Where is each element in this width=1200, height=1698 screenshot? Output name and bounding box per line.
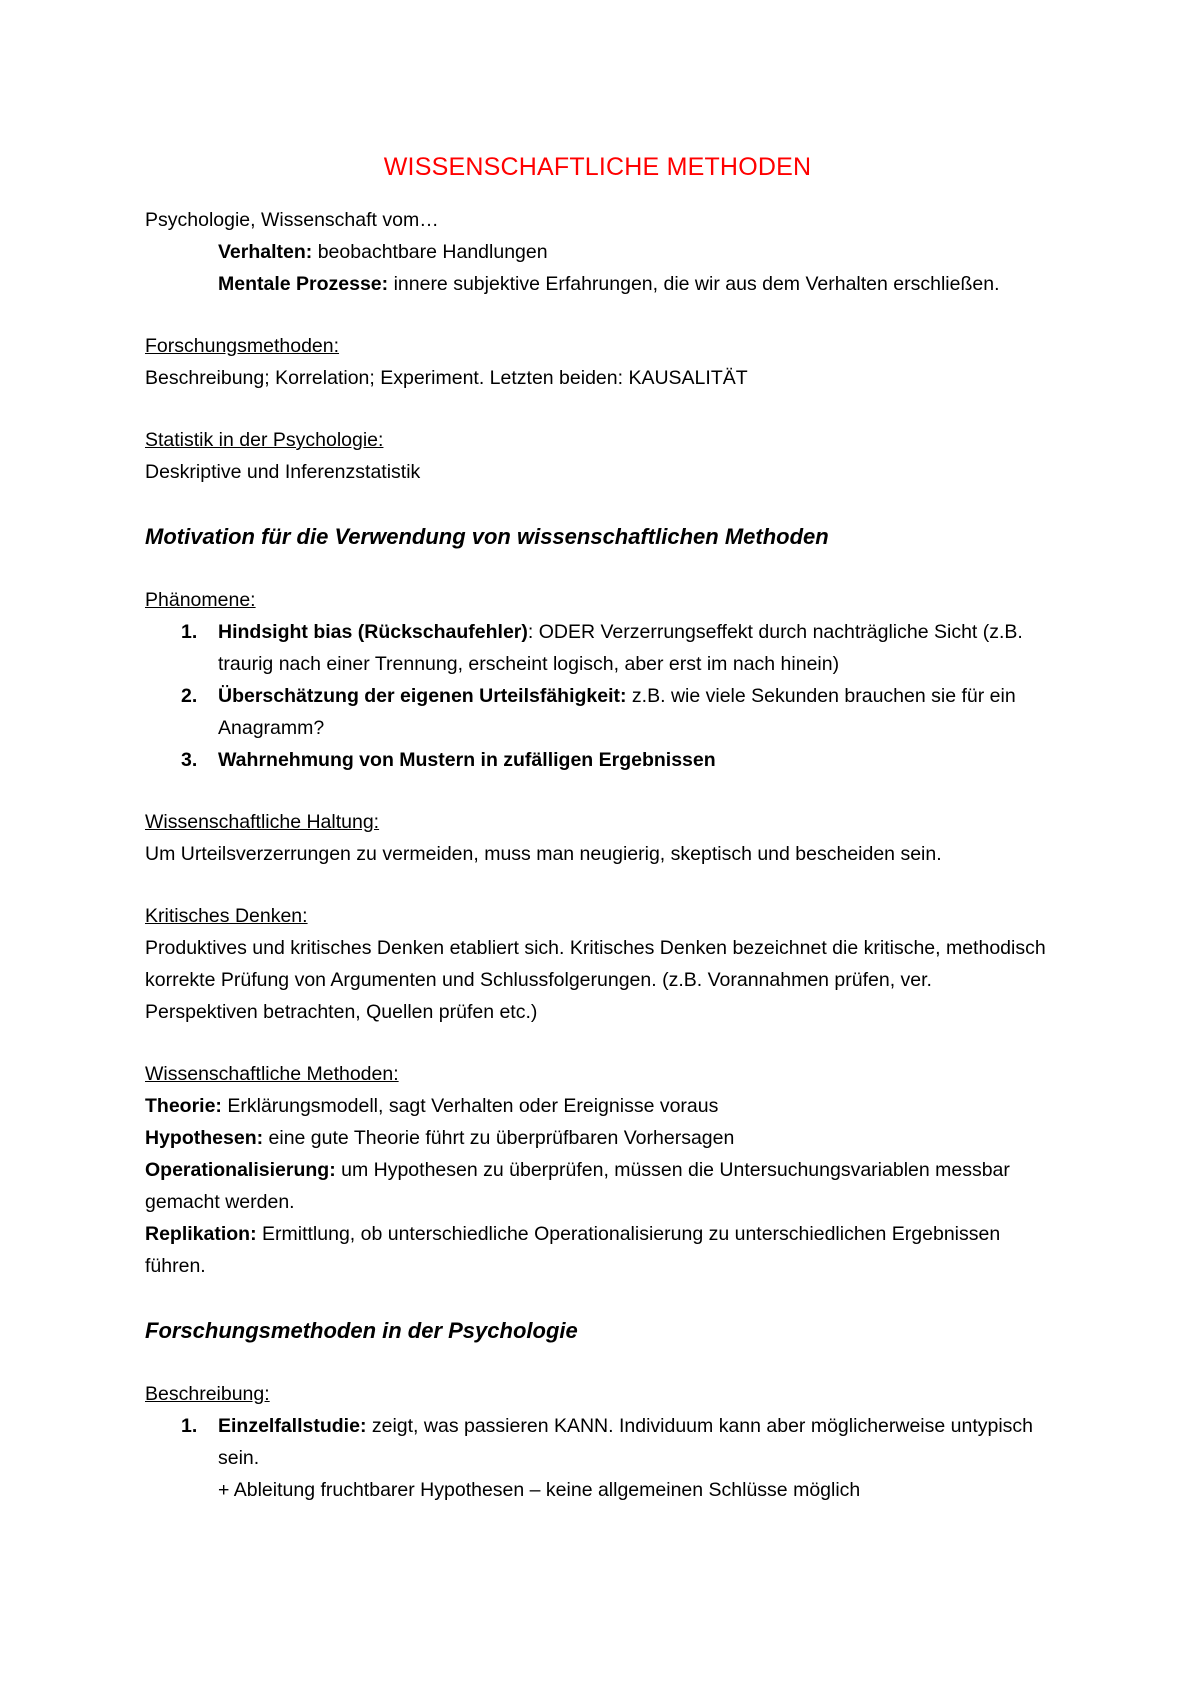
heading-statistik: Statistik in der Psychologie: [145, 429, 384, 451]
heading-phaenomene: Phänomene: [145, 589, 256, 611]
list-number: 3. [181, 749, 198, 771]
list-term: Einzelfallstudie: [218, 1415, 367, 1437]
list-extra: + Ableitung fruchtbarer Hypothesen – keine allgemeinen Schlüsse möglich [218, 1479, 861, 1501]
list-item [145, 616, 1050, 680]
text-mentale-prozesse: innere subjektive Erfahrungen, die wir aus dem Verhalten erschließen. [388, 273, 1000, 295]
heading-forschungsmethoden: Forschungsmethoden: [145, 335, 340, 357]
section-heading-forschungsmethoden-psychologie: Forschungsmethoden in der Psychologie [145, 1318, 578, 1343]
heading-haltung: Wissenschaftliche Haltung: [145, 811, 380, 833]
list-item [145, 1410, 1050, 1506]
definition-theorie [145, 1090, 1050, 1122]
text-forschungsmethoden: Beschreibung; Korrelation; Experiment. Letzten beiden: KAUSALITÄT [145, 367, 748, 389]
definition-hypothesen [145, 1122, 1050, 1154]
term-mentale-prozesse: Mentale Prozesse: [218, 273, 389, 295]
list-number: 2. [181, 685, 198, 707]
term-verhalten: Verhalten: [218, 241, 313, 263]
list-term: Wahrnehmung von Mustern in zufälligen Ergebnissen [218, 749, 716, 771]
text-statistik: Deskriptive und Inferenzstatistik [145, 461, 421, 483]
definition-verhalten [145, 236, 1050, 268]
text-hypothesen: eine gute Theorie führt zu überprüfbaren Vorhersagen [263, 1127, 735, 1149]
text-verhalten: beobachtbare Handlungen [312, 241, 548, 263]
list-text: zeigt, was passieren KANN. Individuum kann aber möglicherweise untypisch sein. [218, 1415, 1034, 1469]
intro-line: Psychologie, Wissenschaft vom… [145, 209, 439, 231]
phaenomene-list [145, 616, 1050, 776]
heading-wissenschaftliche-methoden: Wissenschaftliche Methoden: [145, 1063, 399, 1085]
definition-replikation [145, 1218, 1050, 1282]
list-term: Überschätzung der eigenen Urteilsfähigkeit: [218, 685, 627, 707]
definition-operationalisierung [145, 1154, 1050, 1218]
term-theorie: Theorie: [145, 1095, 222, 1117]
heading-beschreibung: Beschreibung: [145, 1383, 270, 1405]
text-haltung: Um Urteilsverzerrungen zu vermeiden, muss man neugierig, skeptisch und bescheiden sein. [145, 843, 942, 865]
text-replikation: Ermittlung, ob unterschiedliche Operationalisierung zu unterschiedlichen Ergebnissen führen. [145, 1223, 1001, 1277]
heading-kritisches-denken: Kritisches Denken: [145, 905, 308, 927]
page-title: WISSENSCHAFTLICHE METHODEN [383, 153, 812, 181]
term-replikation: Replikation: [145, 1223, 257, 1245]
list-number: 1. [181, 621, 198, 643]
list-item [145, 680, 1050, 744]
list-text: : ODER Verzerrungseffekt durch nachträgliche Sicht (z.B. traurig nach einer Trennung, erscheint logisch, aber erst im nach hinein) [218, 621, 1023, 675]
text-operationalisierung: um Hypothesen zu überprüfen, müssen die Untersuchungsvariablen messbar gemacht werden. [145, 1159, 1010, 1213]
text-theorie: Erklärungsmodell, sagt Verhalten oder Ereignisse voraus [221, 1095, 719, 1117]
section-heading-motivation: Motivation für die Verwendung von wissenschaftlichen Methoden [145, 524, 829, 549]
list-term: Hindsight bias (Rückschaufehler) [218, 621, 528, 643]
term-hypothesen: Hypothesen: [145, 1127, 264, 1149]
list-number: 1. [181, 1415, 198, 1437]
beschreibung-list [145, 1410, 1050, 1506]
text-kritisches-denken: Produktives und kritisches Denken etabliert sich. Kritisches Denken bezeichnet die kritische, methodisch korrekte Prüfung von Argumenten und Schlussfolgerungen. (z.B. Vorannahmen prüfen, ver. Perspektiven betrachten, Quellen prüfen etc.) [145, 937, 1046, 1023]
list-item [145, 744, 1050, 776]
term-operationalisierung: Operationalisierung: [145, 1159, 336, 1181]
list-text: z.B. wie viele Sekunden brauchen sie für ein Anagramm? [218, 685, 1016, 739]
definition-mentale-prozesse [145, 268, 1050, 300]
